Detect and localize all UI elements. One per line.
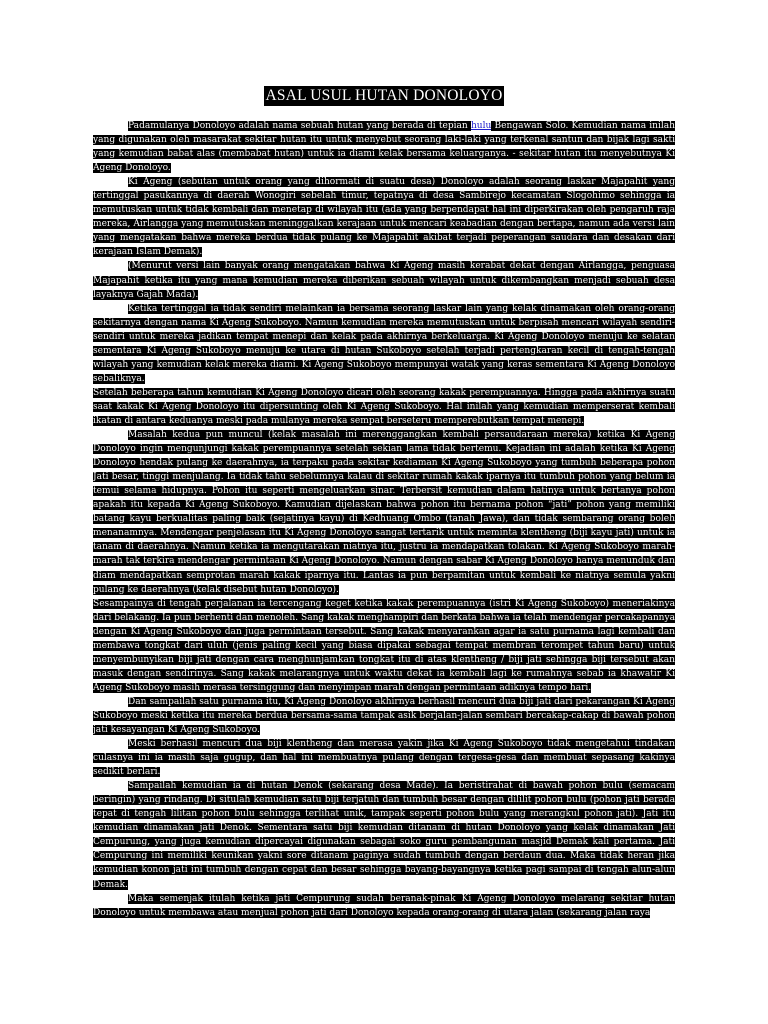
paragraph-2-text: Ki Ageng (sebutan untuk orang yang dihormati di suatu desa) Donoloyo adalah seorang laskar Majapahit yang tertinggal pasukannya di daerah Wonogiri sebelah timur, tepatnya di desa Sambirejo kecamatan Slogohimo sehingga ia memutuskan untuk tidak kembali dan menetap di wilayah itu (ada yang berpendapat hal ini diperkirakan oleh pengaruh raja mereka, Airlangga yang memutuskan meninggalkan kerajaan untuk mencari keabadian dengan bertapa, namun ada versi lain yang mengatakan bahwa mereka berdua tidak pulang ke Majapahit akibat terjadi peperangan saudara dan desakan dari kerajaan Islam Demak). [93,177,675,258]
paragraph-9-text: Meski berhasil mencuri dua biji klentheng dan merasa yakin jika Ki Ageng Sukoboyo tidak mengetahui tindakan culasnya ini ia masih saja gugup, dan hal ini membuatnya pulang dengan tergesa-gesa dan membuat sepasang kakinya sedikit berlari. [93,739,675,778]
document-page [93,85,675,920]
paragraph-10 [93,779,675,891]
paragraph-3-text: (Menurut versi lain banyak orang mengatakan bahwa Ki Ageng masih kerabat dekat dengan Airlangga, penguasa Majapahit ketika itu yang mana kemudian mereka diberikan sebuah wilayah untuk dikembangkan menjadi sebuah desa layaknya Gajah Mada). [93,261,675,300]
paragraph-4-text: Ketika tertinggal ia tidak sendiri melainkan ia bersama seorang laskar lain yang kelak dinamakan oleh orang-orang sekitarnya dengan nama Ki Ageng Sukoboyo. Namun kemudian mereka memutuskan untuk berpisah mencari wilayah sendiri-sendiri untuk mereka jadikan tempat menepi dan kelak pada akhirnya berkeluarga. Ki Ageng Donoloyo menuju ke selatan sementara Ki Ageng Sukoboyo menuju ke utara di hutan Sukoboyo setelah terjadi pertengkaran kecil di tengah-tengah wilayah yang kemudian kelak mereka diami. Ki Ageng Sukoboyo mempunyai watak yang keras sementara Ki Ageng Donoloyo sebaliknya. [93,303,675,384]
paragraph-6-text: Masalah kedua pun muncul (kelak masalah ini merenggangkan kembali persaudaraan mereka) ketika Ki Ageng Donoloyo ingin mengunjungi kakak perempuannya setelah sekian lama tidak bertemu. Kejadian ini adalah ketika Ki Ageng Donoloyo hendak pulang ke daerahnya, ia terpaku pada sekitar kediaman Ki Ageng Sukoboyo yang tumbuh beberapa pohon Jati besar, tinggi menjulang. Ia tidak tahu sebelumnya kalau di sekitar rumah kakak iparnya itu tumbuh pohon yang belum ia temui selama hidupnya. Pohon itu seperti mengeluarkan sinar. Terbersit kemudian dalam hatinya untuk bertanya pohon apakah itu kepada Ki Ageng Sukoboyo. Kamudian dijelaskan bahwa pohon itu bernama pohon “jati” pohon yang memiliki batang kayu berkualitas paling baik (sejatinya kayu) di Kedhuang Ombo (tanah Jawa), dan tidak sembarang orang boleh menanamnya. Mendengar penjelasan itu Ki Ageng Donoloyo sangat tertarik untuk meminta klentheng (biji kayu jati) untuk ia tanam di daerahnya. Namun ketika ia mengutarakan niatnya itu, justru ia mendapatkan tolakan. Ki Ageng Sukoboyo marah-marah tak terkira mendengar permintaan Ki Ageng Donoloyo. Namun dengan sabar Ki Ageng Donoloyo hanya menunduk dan diam mendapatkan semprotan marah kakak iparnya itu. Lantas ia pun berpamitan untuk kembali ke niatnya semula yakni pulang ke daerahnya (kelak disebut hutan Donoloyo). [93,430,675,595]
paragraph-9 [93,737,675,779]
paragraph-2 [93,175,675,259]
paragraph-1 [93,119,675,175]
paragraph-5 [93,386,675,428]
paragraph-11 [93,892,675,920]
paragraph-5-text: Setelah beberapa tahun kemudian Ki Ageng Donoloyo dicari oleh seorang kakak perempuannya. Hingga pada akhirnya suatu saat kakak Ki Ageng Donoloyo itu dipersunting oleh Ki Ageng Sukoboyo. Hal inilah yang kemudian memperserat kembali ikatan di antara keduanya meski pada mulanya mereka sempat berseteru memperebutkan tempat menepi. [93,387,675,426]
paragraph-8 [93,695,675,737]
paragraph-10-text: Sampailah kemudian ia di hutan Denok (sekarang desa Made). Ia beristirahat di bawah pohon bulu (semacam beringin) yang rindang. Di situlah kemudian satu biji terjatuh dan tumbuh besar dengan dililit pohon bulu (pohon jati berada tepat di tengah lilitan pohon bulu sehingga terlihat unik, tampak seperti pohon bulu yang merangkul pohon jati). Jati itu kemudian dinamakan jati Denok. Sementara satu biji kemudian ditanam di hutan Donoloyo yang kelak dinamakan Jati Cempurung, yang juga kemudian dipercayai digunakan sebagai soko guru pembangunan masjid Demak kali pertama. Jati Cempurung ini memiliki keunikan yakni sore ditanam paginya sudah tumbuh dengan berdaun dua. Maka tidak heran jika kemudian konon jati ini tumbuh dengan cepat dan besar sehingga bayang-bayangnya ketika pagi sampai di tengah alun-alun Demak. [93,781,675,890]
paragraph-7-text: Sesampainya di tengah perjalanan ia tercengang keget ketika kakak perempuannya (istri Ki Ageng Sukoboyo) meneriakinya dari belakang. Ia pun berhenti dan menoleh. Sang kakak menghampiri dan berkata bahwa ia telah mendengar percakapannya dengan Ki Ageng Sukoboyo dan juga permintaan tersebut. Sang kakak menyarankan agar ia satu purnama lagi kembali dan membawa tongkat dari uluh (jenis paling kecil yang biasa dipakai sebagai tempat membran terompet tahun baru) untuk menyembunyikan biji jati dengan cara menghunjamkan tongkat itu di atas klentheng / biji jati sehingga biji tersebut akan masuk dengan sendirinya. Sang kakak melarangnya untuk waktu dekat ia kembali lagi ke rumahnya sebab ia khawatir Ki Ageng Sukoboyo masih merasa tersinggung dan menyimpan marah dengan permintaan adiknya tempo hari. [93,598,675,693]
document-title: ASAL USUL HUTAN DONOLOYO [265,87,503,104]
paragraph-3 [93,259,675,301]
paragraph-7 [93,597,675,695]
paragraph-11-text: Maka semenjak itulah ketika jati Cempurung sudah beranak-pinak Ki Ageng Donoloyo melarang sekitar hutan Donoloyo untuk membawa atau menjual pohon jati dari Donoloyo kepada orang-orang di utara jalan (sekarang jalan raya [93,893,675,918]
paragraph-1-text-b: Bengawan Solo. Kemudian nama inilah yang digunakan oleh masarakat sekitar hutan itu untuk menyebut seorang laki-laki yang terkenal santun dan bijak lagi sakti yang kemudian babat alas (membabat hutan) untuk ia diami kelak bersama keluarganya. - sekitar hutan itu menyebutnya Ki Ageng Donoloyo. [93,121,675,174]
paragraph-1-text-a: Padamulanya Donoloyo adalah nama sebuah hutan yang berada di tepian [128,121,471,131]
hulu-link[interactable]: hulu [470,121,492,131]
title-wrap [93,85,675,106]
paragraph-8-text: Dan sampailah satu purnama itu, Ki Ageng Donoloyo akhirnya berhasil mencuri dua biji jati dari pekarangan Ki Ageng Sukoboyo meski ketika itu mereka berdua bersama-sama tampak asik berjalan-jalan sembari bercakap-cakap di bawah pohon jati kesayangan Ki Ageng Sukoboyo. [93,696,675,736]
paragraph-6 [93,428,675,597]
paragraph-4 [93,302,675,386]
